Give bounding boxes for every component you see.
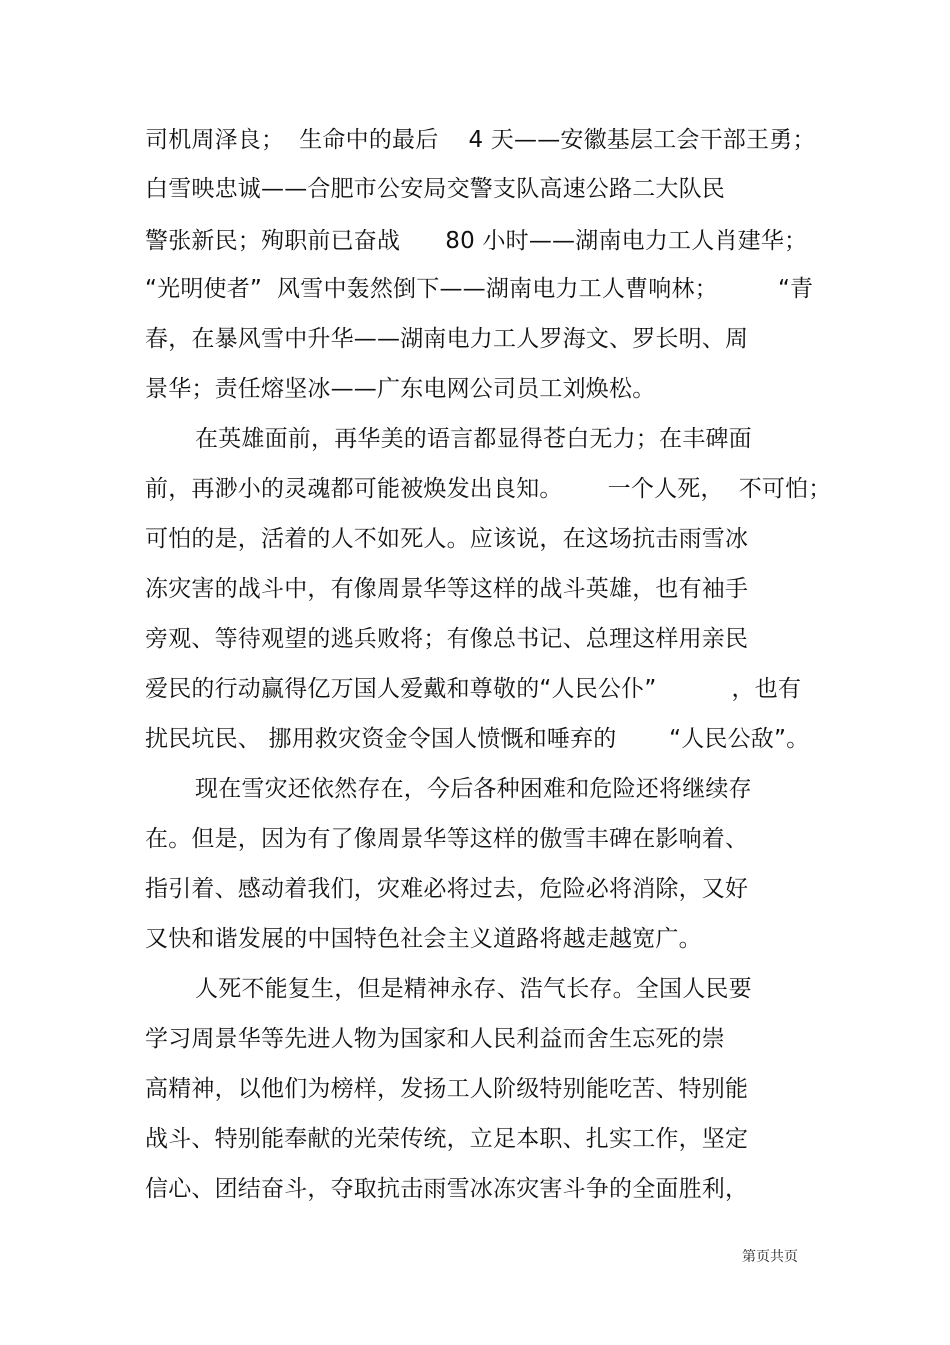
text-line: “光明使者” 风雪中轰然倒下——湖南电力工人曹响林； “青 <box>145 276 814 302</box>
text-line: 在。但是，因为有了像周景华等这样的傲雪丰碑在影响着、 <box>145 826 749 852</box>
text-line: 战斗、特别能奉献的光荣传统，立足本职、扎实工作，坚定 <box>145 1126 749 1152</box>
page-number-footer: 第页共页 <box>742 1249 798 1265</box>
text-line: 扰民坑民、 挪用救灾资金令国人愤慨和唾弃的 “人民公敌”。 <box>145 726 810 752</box>
text-line: 又快和谐发展的中国特色社会主义道路将越走越宽广。 <box>145 926 702 952</box>
text-line: 冻灾害的战斗中，有像周景华等这样的战斗英雄，也有袖手 <box>145 576 749 602</box>
paragraph-first-line: 人死不能复生，但是精神永存、浩气长存。全国人民要 <box>195 976 752 1002</box>
text-line: 学习周景华等先进人物为国家和人民利益而舍生忘死的崇 <box>145 1026 725 1052</box>
text-line: 可怕的是，活着的人不如死人。应该说，在这场抗击雨雪冰 <box>145 526 749 552</box>
text-line: 爱民的行动赢得亿万国人爱戴和尊敬的“人民公仆” ，也有 <box>145 676 802 702</box>
text-line: 高精神，以他们为榜样，发扬工人阶级特别能吃苦、特别能 <box>145 1076 749 1102</box>
text-line: 旁观、等待观望的逃兵败将；有像总书记、总理这样用亲民 <box>145 626 749 652</box>
paragraph-first-line: 在英雄面前，再华美的语言都显得苍白无力；在丰碑面 <box>195 426 752 452</box>
paragraph-first-line: 现在雪灾还依然存在，今后各种困难和危险还将继续存 <box>195 776 752 802</box>
text-line: 信心、团结奋斗，夺取抗击雨雪冰冻灾害斗争的全面胜利， <box>145 1176 749 1202</box>
text-line: 警张新民；殉职前已奋战 80 小时——湖南电力工人肖建华； <box>145 228 808 254</box>
text-line: 前，再渺小的灵魂都可能被焕发出良知。 一个人死， 不可怕； <box>145 476 832 502</box>
text-line: 司机周泽良； 生命中的最后 4 天——安徽基层工会干部王勇； <box>145 127 816 153</box>
text-line: 春，在暴风雪中升华——湖南电力工人罗海文、罗长明、周 <box>145 326 749 352</box>
text-line: 景华；责任熔坚冰——广东电网公司员工刘焕松。 <box>145 376 656 402</box>
text-line: 白雪映忠诚——合肥市公安局交警支队高速公路二大队民 <box>145 176 725 202</box>
text-line: 指引着、感动着我们，灾难必将过去，危险必将消除，又好 <box>145 876 749 902</box>
